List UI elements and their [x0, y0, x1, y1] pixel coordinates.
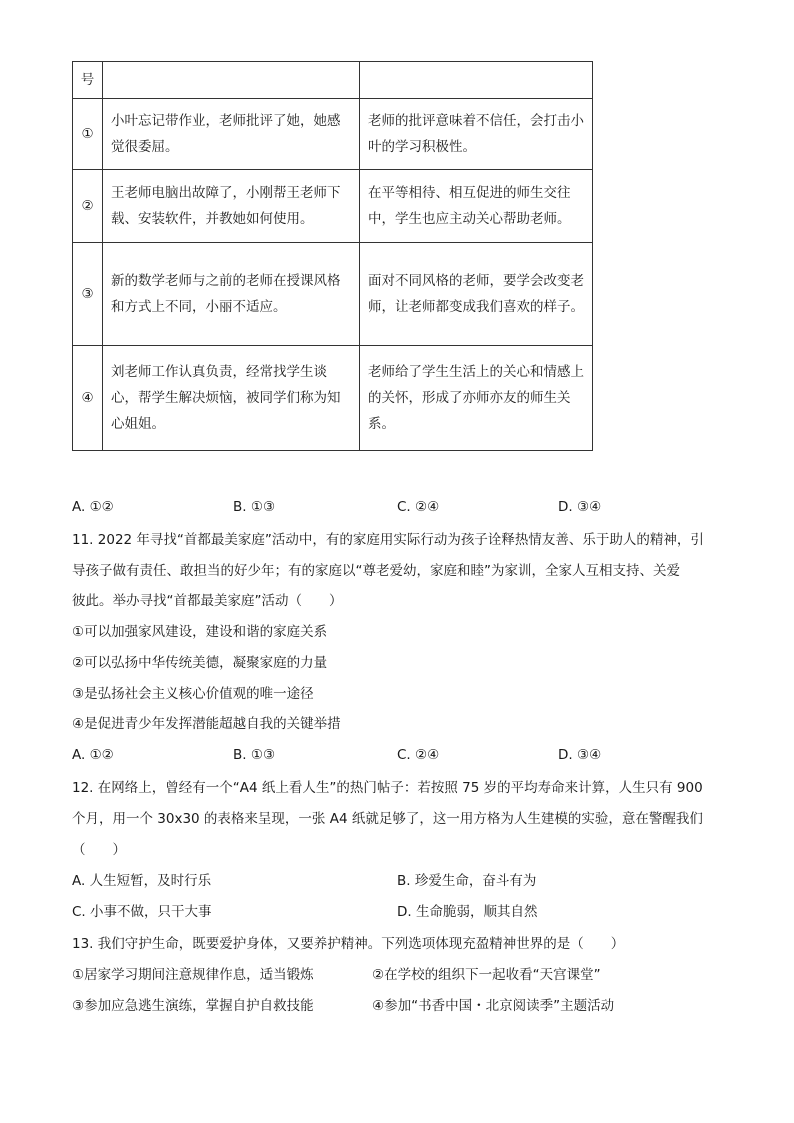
- q11-stem-line: 11. 2022 年寻找“首都最美家庭”活动中，有的家庭用实际行动为孩子诠释热情友善、乐于助人的精神，引: [72, 532, 704, 548]
- table-cell-view: 面对不同风格的老师，要学会改变老师，让老师都变成我们喜欢的样子。: [360, 243, 593, 346]
- q10-option-d: D. ③④: [558, 499, 602, 515]
- q12-option-a: A. 人生短暂，及时行乐: [72, 873, 212, 889]
- table-cell-situation: 新的数学老师与之前的老师在授课风格和方式上不同，小丽不适应。: [103, 243, 360, 346]
- q12-option-c: C. 小事不做，只干大事: [72, 904, 212, 920]
- q10-option-b: B. ①③: [233, 499, 276, 515]
- table-cell-num: ①: [73, 99, 103, 170]
- q12-option-d: D. 生命脆弱，顺其自然: [397, 904, 538, 920]
- table-row: [73, 346, 593, 451]
- q12-stem-line: 12. 在网络上，曾经有一个“A4 纸上看人生”的热门帖子：若按照 75 岁的平均寿命来计算，人生只有 900: [72, 780, 703, 796]
- q12-option-b: B. 珍爱生命，奋斗有为: [397, 873, 537, 889]
- table-cell-situation: 小叶忘记带作业，老师批评了她，她感觉很委屈。: [103, 99, 360, 170]
- table-cell-view: 老师给了学生生活上的关心和情感上的关怀，形成了亦师亦友的师生关系。: [360, 346, 593, 451]
- table-cell-situation: 刘老师工作认真负责，经常找学生谈心，帮学生解决烦恼，被同学们称为知心姐姐。: [103, 346, 360, 451]
- table-cell-num: ④: [73, 346, 103, 451]
- q11-option-a: A. ①②: [72, 747, 114, 763]
- table-cell-num: 号: [73, 62, 103, 99]
- q13-statement: ②在学校的组织下一起收看“天宫课堂”: [372, 967, 601, 983]
- q13-stem-line: 13. 我们守护生命，既要爱护身体，又要养护精神。下列选项体现充盈精神世界的是（ ）: [72, 936, 625, 952]
- q13-statement: ①居家学习期间注意规律作息，适当锻炼: [72, 967, 314, 983]
- table-cell-num: ②: [73, 170, 103, 243]
- q11-stem-line: 导孩子做有责任、敢担当的好少年；有的家庭以“尊老爱幼，家庭和睦”为家训，全家人互相支持、关爱: [72, 563, 680, 579]
- q13-statement: ④参加“书香中国・北京阅读季”主题活动: [372, 998, 615, 1014]
- table-cell-view: 在平等相待、相互促进的师生交往中，学生也应主动关心帮助老师。: [360, 170, 593, 243]
- table-row: [73, 170, 593, 243]
- q11-statement: ③是弘扬社会主义核心价值观的唯一途径: [72, 686, 314, 702]
- q13-statement: ③参加应急逃生演练，掌握自护自救技能: [72, 998, 314, 1014]
- table-cell-empty: [103, 62, 360, 99]
- q11-statement: ①可以加强家风建设，建设和谐的家庭关系: [72, 624, 328, 640]
- q11-option-c: C. ②④: [397, 747, 440, 763]
- q11-stem-line: 彼此。举办寻找“首都最美家庭”活动（ ）: [72, 593, 343, 609]
- q10-option-a: A. ①②: [72, 499, 114, 515]
- q12-stem-line: （ ）: [72, 842, 126, 858]
- q12-stem-line: 个月，用一个 30x30 的表格来呈现，一张 A4 纸就足够了，这一用方格为人生建模的实验，意在警醒我们: [72, 811, 703, 827]
- table-cell-situation: 王老师电脑出故障了，小刚帮王老师下载、安装软件，并教她如何使用。: [103, 170, 360, 243]
- table-row: [73, 99, 593, 170]
- table-header-row: [73, 62, 593, 99]
- q11-statement: ②可以弘扬中华传统美德，凝聚家庭的力量: [72, 655, 328, 671]
- q11-option-b: B. ①③: [233, 747, 276, 763]
- comparison-table: [72, 61, 593, 451]
- table-cell-num: ③: [73, 243, 103, 346]
- q11-option-d: D. ③④: [558, 747, 602, 763]
- q11-statement: ④是促进青少年发挥潜能超越自我的关键举措: [72, 716, 341, 732]
- table-cell-empty: [360, 62, 593, 99]
- table-cell-view: 老师的批评意味着不信任，会打击小叶的学习积极性。: [360, 99, 593, 170]
- q10-option-c: C. ②④: [397, 499, 440, 515]
- table-row: [73, 243, 593, 346]
